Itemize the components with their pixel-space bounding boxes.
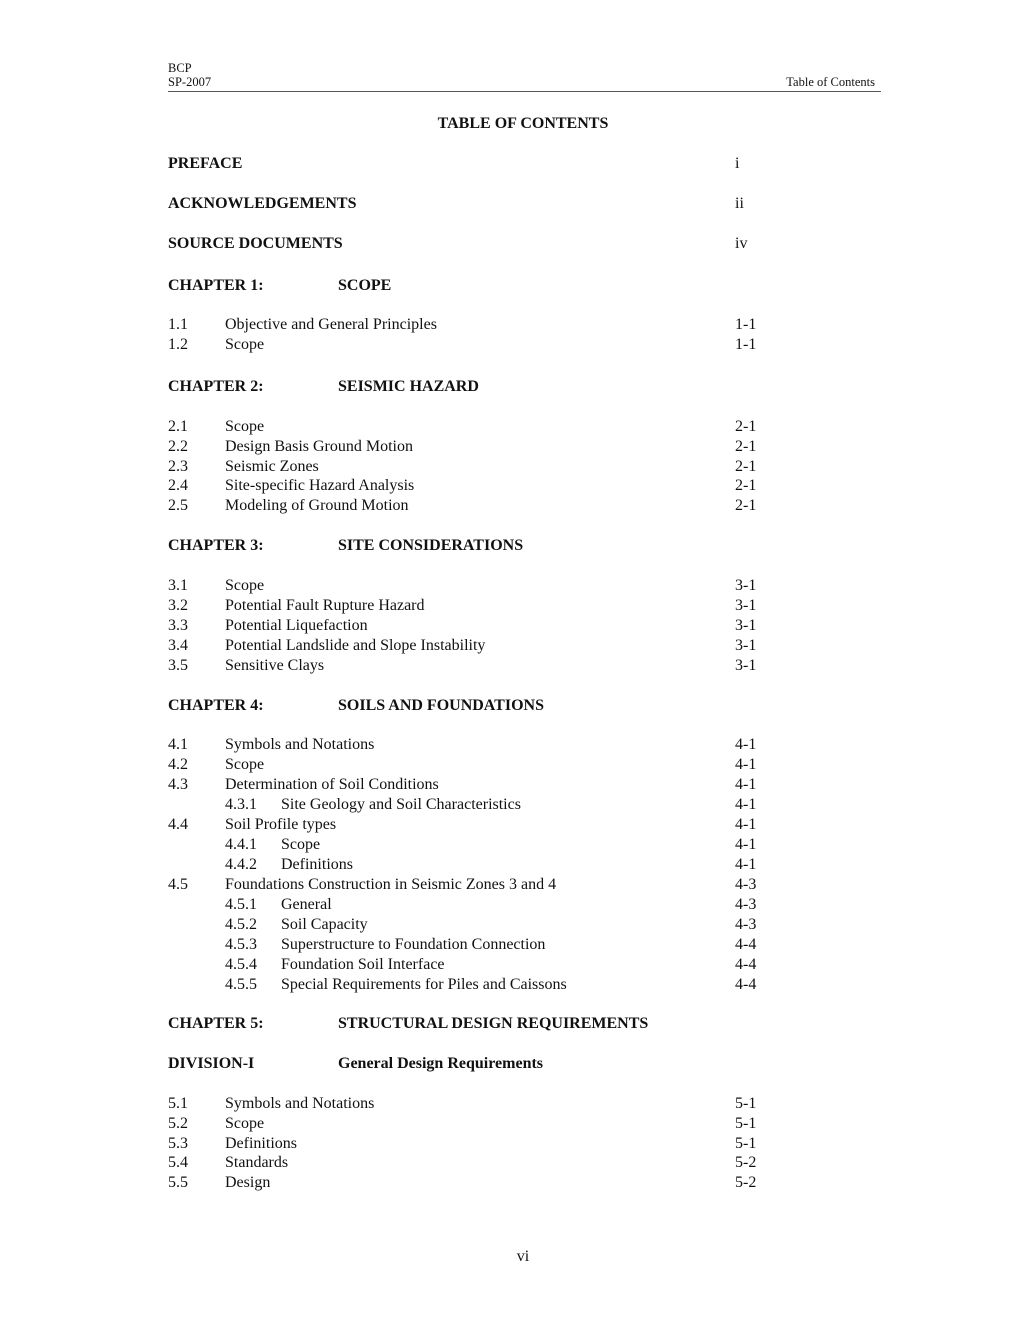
toc-chapter-number: DIVISION-I [168,1055,255,1072]
toc-subsection-number: 4.5.1 [225,896,257,913]
toc-entry-label: SOURCE DOCUMENTS [168,235,343,252]
toc-entry-section [168,437,768,457]
toc-entry-page: 4-3 [735,876,757,893]
toc-section-number: 1.2 [168,336,188,353]
toc-section-number: 5.2 [168,1115,188,1132]
toc-entry-page: 1-1 [735,336,757,353]
toc-chapter-number: CHAPTER 1: [168,277,264,294]
toc-section-number: 2.1 [168,418,188,435]
toc-entry-subsection [168,915,768,935]
toc-subsection-number: 4.4.2 [225,856,257,873]
toc-section-title: Scope [225,1115,265,1132]
toc-entry-subsection [168,835,768,855]
toc-entry-section [168,476,768,496]
toc-section-number: 3.5 [168,657,188,674]
toc-entry-page: 2-1 [735,438,757,455]
toc-entry-subsection [168,895,768,915]
toc-entry-page: 3-1 [735,657,757,674]
toc-entry-page: 3-1 [735,597,757,614]
toc-section-number: 2.4 [168,477,188,494]
toc-section-title: Seismic Zones [225,458,319,475]
toc-section-title: Determination of Soil Conditions [225,776,439,793]
toc-entry-page: 4-1 [735,856,757,873]
page-number: vi [516,1248,530,1265]
toc-entry-page: 3-1 [735,577,757,594]
toc-chapter-title: SOILS AND FOUNDATIONS [338,697,544,714]
toc-subsection-number: 4.3.1 [225,796,257,813]
toc-entry-page: 2-1 [735,418,757,435]
header-section-title: Table of Contents [786,75,875,89]
toc-entry-section [168,335,768,355]
toc-section-number: 1.1 [168,316,188,333]
toc-entry-page: 4-1 [735,776,757,793]
toc-entry-page: 4-4 [735,976,757,993]
toc-entry-section [168,875,768,895]
header-line-2: SP-2007 [168,75,212,89]
toc-entry-front [168,154,768,174]
toc-entry-section [168,315,768,335]
toc-entry-page: 4-4 [735,936,757,953]
toc-entry-chapter [168,536,768,556]
toc-subsection-title: Special Requirements for Piles and Caissons [281,976,567,993]
toc-entry-page: ii [735,195,744,212]
toc-section-number: 3.2 [168,597,188,614]
toc-section-number: 4.4 [168,816,188,833]
toc-entry-section [168,596,768,616]
toc-entry-page: 5-1 [735,1095,757,1112]
toc-section-title: Scope [225,577,265,594]
toc-entry-page: 1-1 [735,316,757,333]
toc-entry-page: 2-1 [735,497,757,514]
toc-entry-section [168,576,768,596]
toc-section-title: Scope [225,756,265,773]
toc-entry-page: 5-2 [735,1154,757,1171]
toc-section-title: Potential Fault Rupture Hazard [225,597,425,614]
toc-entry-front [168,194,768,214]
toc-entry-page: 4-1 [735,756,757,773]
toc-section-title: Symbols and Notations [225,736,375,753]
toc-entry-section [168,636,768,656]
toc-entry-page: 3-1 [735,617,757,634]
toc-subsection-title: Scope [281,836,321,853]
toc-section-title: Potential Liquefaction [225,617,368,634]
toc-entry-section [168,775,768,795]
toc-section-number: 5.5 [168,1174,188,1191]
toc-section-title: Foundations Construction in Seismic Zones 3 and 4 [225,876,557,893]
toc-chapter-number: CHAPTER 3: [168,537,264,554]
toc-entry-section [168,496,768,516]
toc-subsection-title: Superstructure to Foundation Connection [281,936,546,953]
toc-section-number: 3.1 [168,577,188,594]
toc-section-number: 4.2 [168,756,188,773]
toc-chapter-number: CHAPTER 5: [168,1015,264,1032]
toc-section-number: 2.3 [168,458,188,475]
header-rule [168,91,881,92]
toc-entry-section [168,1153,768,1173]
toc-entry-page: 4-1 [735,736,757,753]
toc-entry-page: 4-1 [735,816,757,833]
toc-entry-page: 2-1 [735,458,757,475]
toc-entry-page: 5-2 [735,1174,757,1191]
toc-chapter-title: SITE CONSIDERATIONS [338,537,524,554]
toc-section-title: Design Basis Ground Motion [225,438,413,455]
toc-entry-page: 4-4 [735,956,757,973]
toc-chapter-title: SEISMIC HAZARD [338,378,479,395]
toc-section-title: Modeling of Ground Motion [225,497,409,514]
toc-subsection-number: 4.4.1 [225,836,257,853]
toc-subsection-title: Site Geology and Soil Characteristics [281,796,521,813]
toc-section-title: Design [225,1174,271,1191]
toc-section-title: Sensitive Clays [225,657,325,674]
toc-subsection-number: 4.5.4 [225,956,257,973]
toc-entry-page: 4-3 [735,916,757,933]
toc-entry-page: 5-1 [735,1115,757,1132]
toc-section-title: Standards [225,1154,289,1171]
toc-entry-subsection [168,795,768,815]
toc-chapter-title: STRUCTURAL DESIGN REQUIREMENTS [338,1015,649,1032]
toc-entry-label: PREFACE [168,155,243,172]
toc-entry-front [168,234,768,254]
toc-entry-section [168,755,768,775]
toc-subsection-title: Soil Capacity [281,916,368,933]
toc-section-title: Definitions [225,1135,297,1152]
toc-entry-page: iv [735,235,748,252]
toc-section-number: 4.3 [168,776,188,793]
toc-section-number: 5.1 [168,1095,188,1112]
toc-chapter-number: CHAPTER 4: [168,697,264,714]
toc-entry-section [168,1094,768,1114]
toc-entry-section [168,1173,768,1193]
toc-section-number: 4.5 [168,876,188,893]
toc-entry-subsection [168,935,768,955]
toc-subsection-title: General [281,896,332,913]
toc-entry-subsection [168,955,768,975]
toc-entry-subsection [168,975,768,995]
toc-section-number: 3.3 [168,617,188,634]
toc-section-number: 2.5 [168,497,188,514]
toc-entry-page: 4-1 [735,836,757,853]
toc-entry-chapter [168,1014,768,1034]
toc-section-title: Soil Profile types [225,816,337,833]
toc-section-title: Symbols and Notations [225,1095,375,1112]
toc-entry-chapter [168,377,768,397]
toc-entry-section [168,815,768,835]
toc-entry-page: 4-3 [735,896,757,913]
toc-subsection-number: 4.5.3 [225,936,257,953]
toc-entry-section [168,616,768,636]
toc-section-title: Site-specific Hazard Analysis [225,477,415,494]
toc-entry-chapter [168,276,768,296]
toc-entry-subsection [168,855,768,875]
toc-subsection-number: 4.5.2 [225,916,257,933]
toc-entry-section [168,1134,768,1154]
toc-entry-page: 5-1 [735,1135,757,1152]
toc-entry-section [168,1114,768,1134]
toc-section-title: Scope [225,418,265,435]
toc-entry-page: 3-1 [735,637,757,654]
toc-subsection-title: Definitions [281,856,353,873]
toc-section-title: Objective and General Principles [225,316,437,333]
toc-entry-label: ACKNOWLEDGEMENTS [168,195,357,212]
toc-section-number: 2.2 [168,438,188,455]
toc-entry-section [168,457,768,477]
toc-entry-chapter [168,1054,768,1074]
toc-section-number: 5.4 [168,1154,188,1171]
toc-section-number: 4.1 [168,736,188,753]
page-title: TABLE OF CONTENTS [437,115,609,132]
toc-chapter-number: CHAPTER 2: [168,378,264,395]
toc-section-number: 3.4 [168,637,188,654]
toc-chapter-title: SCOPE [338,277,392,294]
toc-entry-section [168,656,768,676]
header-doc-code [168,61,211,89]
toc-section-title: Potential Landslide and Slope Instability [225,637,486,654]
toc-chapter-title: General Design Requirements [338,1055,544,1072]
toc-section-title: Scope [225,336,265,353]
toc-subsection-title: Foundation Soil Interface [281,956,445,973]
toc-entry-section [168,417,768,437]
toc-subsection-number: 4.5.5 [225,976,257,993]
toc-entry-page: 2-1 [735,477,757,494]
toc-entry-section [168,735,768,755]
toc-entry-page: i [735,155,740,172]
header-line-1: BCP [168,61,192,75]
toc-section-number: 5.3 [168,1135,188,1152]
toc-entry-page: 4-1 [735,796,757,813]
toc-entry-chapter [168,696,768,716]
